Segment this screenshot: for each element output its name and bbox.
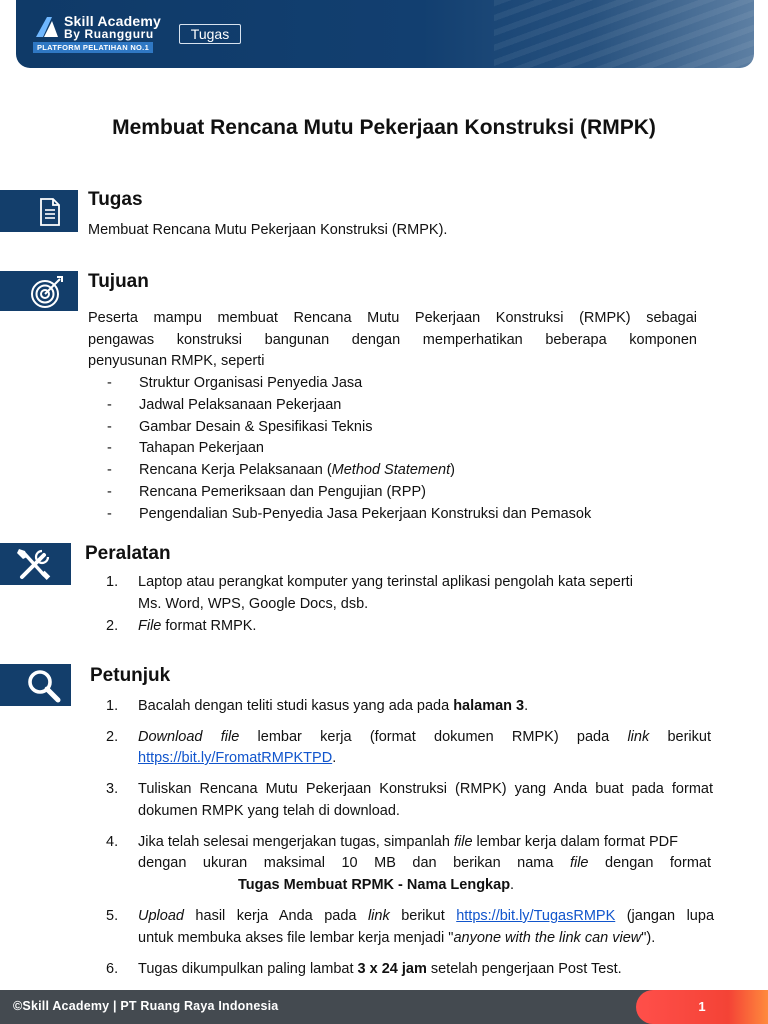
list-number: 6. [106, 961, 119, 977]
petunjuk-step-5-line-2: untuk membuka akses file lembar kerja menjadi "anyone with the link can view"). [138, 930, 656, 946]
list-number: 5. [106, 908, 119, 924]
skill-academy-logo-icon [34, 15, 60, 39]
search-icon [0, 664, 71, 706]
page-number: 1 [698, 999, 706, 1014]
list-number: 3. [106, 781, 119, 797]
header-banner [16, 0, 754, 68]
tugas-rmpk-link[interactable]: https://bit.ly/TugasRMPK [456, 908, 616, 924]
peralatan-item-2: File format RMPK. [138, 618, 257, 634]
brand-subtitle: By Ruangguru [64, 27, 154, 41]
petunjuk-step-4-line-1: Jika telah selesai mengerjakan tugas, simpanlah file lembar kerja dalam format PDF [138, 834, 678, 850]
tugas-icon-box [0, 190, 78, 232]
petunjuk-step-1: Bacalah dengan teliti studi kasus yang ada pada halaman 3. [138, 698, 529, 714]
peralatan-item-1-line-1: Laptop atau perangkat komputer yang terinstal aplikasi pengolah kata seperti [138, 574, 633, 590]
tujuan-intro-line-3: penyusunan RMPK, seperti [88, 353, 265, 369]
document-icon [0, 190, 78, 232]
petunjuk-step-5-line-1: Upload hasil kerja Anda pada link berikut https://bit.ly/TugasRMPK (jangan lupa [138, 908, 715, 924]
header-photo-overlay [494, 0, 754, 68]
brand-name: Skill Academy [64, 13, 162, 29]
petunjuk-step-4-line-3: Tugas Membuat RPMK - Nama Lengkap. [238, 877, 515, 893]
page-title: Membuat Rencana Mutu Pekerjaan Konstruksi (RMPK) [112, 116, 656, 139]
petunjuk-step-3-line-1: Tuliskan Rencana Mutu Pekerjaan Konstruksi (RMPK) yang Anda buat pada format [138, 781, 713, 797]
brand-tagline: PLATFORM PELATIHAN NO.1 [33, 42, 153, 53]
footer-copyright: ©Skill Academy | PT Ruang Raya Indonesia [13, 999, 279, 1013]
fromat-rmpk-link[interactable]: https://bit.ly/FromatRMPKTPD [138, 750, 333, 766]
tujuan-icon-box [0, 271, 78, 311]
target-icon [0, 271, 78, 311]
tugas-body: Membuat Rencana Mutu Pekerjaan Konstruksi (RMPK). [88, 222, 448, 238]
peralatan-item-1-line-2: Ms. Word, WPS, Google Docs, dsb. [138, 596, 369, 612]
list-number: 1. [106, 698, 119, 714]
list-number: 4. [106, 834, 119, 850]
section-title-petunjuk: Petunjuk [90, 665, 171, 686]
tools-icon [0, 543, 71, 585]
list-number: 1. [106, 574, 119, 590]
petunjuk-step-4-line-2: dengan ukuran maksimal 10 MB dan berikan nama file dengan format [138, 855, 712, 871]
petunjuk-step-2-line-1: Download file lembar kerja (format dokumen RMPK) pada link berikut [138, 729, 711, 745]
petunjuk-step-3-line-2: dokumen RMPK yang telah di download. [138, 803, 400, 819]
petunjuk-icon-box [0, 664, 71, 706]
petunjuk-step-6: Tugas dikumpulkan paling lambat 3 x 24 jam setelah pengerjaan Post Test. [138, 961, 622, 977]
tab-tugas-badge: Tugas [179, 24, 241, 44]
tujuan-intro-line-2: pengawas konstruksi bangunan dengan memperhatikan beberapa komponen [88, 332, 697, 348]
list-number: 2. [106, 729, 119, 745]
list-number: 2. [106, 618, 119, 634]
peralatan-icon-box [0, 543, 71, 585]
tujuan-intro-line-1: Peserta mampu membuat Rencana Mutu Pekerjaan Konstruksi (RMPK) sebagai [88, 310, 697, 326]
section-title-peralatan: Peralatan [85, 543, 171, 564]
petunjuk-step-2-line-2: https://bit.ly/FromatRMPKTPD. [138, 750, 337, 766]
section-title-tujuan: Tujuan [88, 271, 149, 292]
section-title-tugas: Tugas [88, 189, 143, 210]
